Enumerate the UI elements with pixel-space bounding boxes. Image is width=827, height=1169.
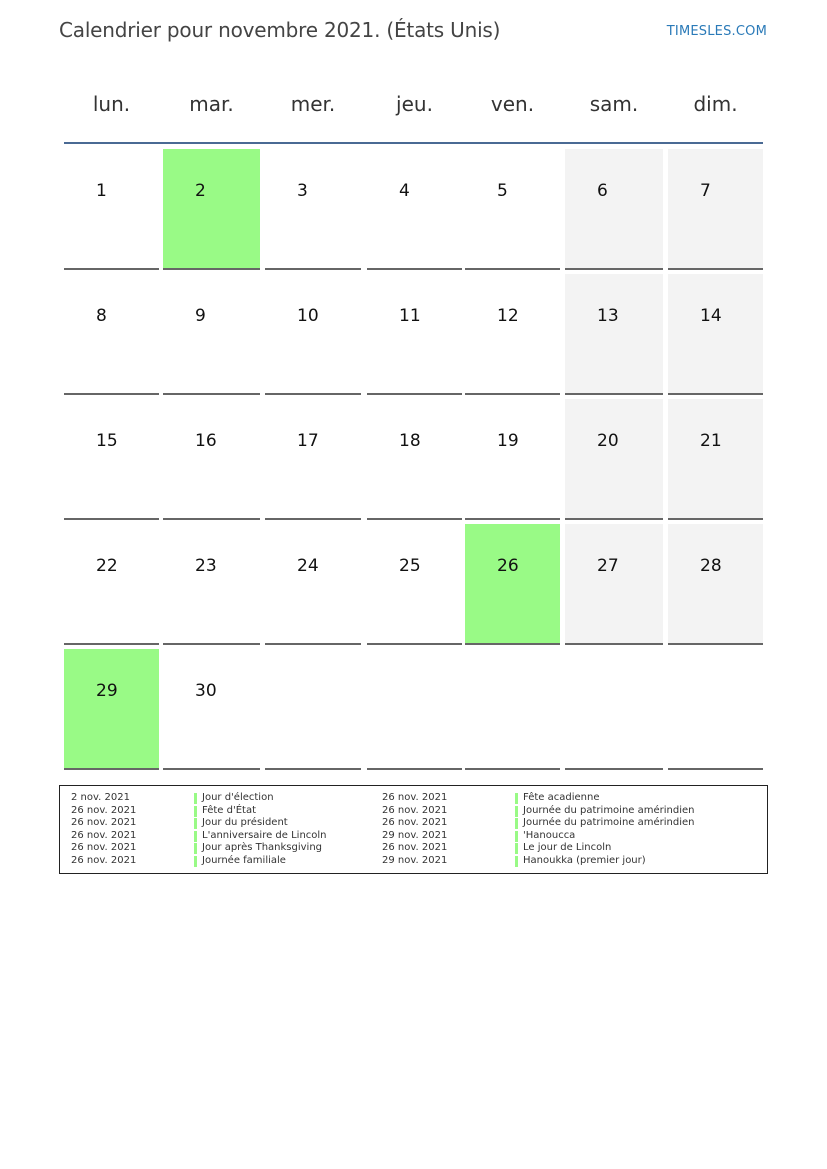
day-number: 21 <box>700 431 722 451</box>
legend-date: 26 nov. 2021 <box>382 792 448 803</box>
day-cell[interactable] <box>163 399 260 520</box>
day-number: 28 <box>700 556 722 576</box>
day-number: 15 <box>96 431 118 451</box>
cell-underline <box>668 268 763 270</box>
empty-day-cell <box>668 649 763 770</box>
day-number: 29 <box>96 681 118 701</box>
day-number: 8 <box>96 306 107 326</box>
legend-date: 2 nov. 2021 <box>71 792 130 803</box>
cell-underline <box>565 643 663 645</box>
legend-date: 26 nov. 2021 <box>71 842 137 854</box>
day-number: 1 <box>96 181 107 201</box>
day-number: 3 <box>297 181 308 201</box>
day-cell[interactable] <box>163 274 260 395</box>
legend-color-marker <box>194 843 197 854</box>
legend-date: 26 nov. 2021 <box>71 855 137 866</box>
day-number: 13 <box>597 306 619 326</box>
day-cell[interactable] <box>163 524 260 645</box>
legend-holiday-name: Journée familiale <box>202 855 286 866</box>
legend-date: 26 nov. 2021 <box>71 804 137 816</box>
weekday-label: jeu. <box>396 92 433 116</box>
day-cell[interactable] <box>367 149 462 270</box>
weekday-header <box>64 84 763 124</box>
day-number: 4 <box>399 181 410 201</box>
day-cell[interactable] <box>465 149 560 270</box>
cell-underline <box>668 518 763 520</box>
holiday-legend <box>59 785 768 874</box>
day-cell[interactable] <box>668 274 763 395</box>
weekday-label: lun. <box>92 92 131 116</box>
legend-holiday-name: Fête d'État <box>202 804 256 816</box>
cell-underline <box>265 268 361 270</box>
cell-underline <box>465 393 560 395</box>
day-number: 16 <box>195 431 217 451</box>
cell-underline <box>565 518 663 520</box>
empty-day-cell <box>265 649 361 770</box>
day-number: 12 <box>497 306 519 326</box>
cell-underline <box>163 518 260 520</box>
legend-holiday-name: Jour après Thanksgiving <box>202 842 323 854</box>
day-cell[interactable] <box>265 149 361 270</box>
day-cell[interactable] <box>565 149 663 270</box>
day-cell[interactable] <box>565 524 663 645</box>
header-divider <box>64 142 763 144</box>
legend-date: 26 nov. 2021 <box>71 817 137 829</box>
cell-underline <box>163 268 260 270</box>
holiday-day-cell[interactable] <box>64 649 159 770</box>
day-cell[interactable] <box>465 399 560 520</box>
day-cell[interactable] <box>265 524 361 645</box>
cell-underline <box>668 393 763 395</box>
legend-holiday-name: 'Hanoucca <box>523 829 576 841</box>
day-number: 10 <box>297 306 319 326</box>
day-number: 22 <box>96 556 118 576</box>
legend-holiday-name: Jour d'élection <box>202 792 274 803</box>
day-number: 30 <box>195 681 217 701</box>
day-number: 7 <box>700 181 711 201</box>
legend-date: 26 nov. 2021 <box>382 817 448 829</box>
legend-color-marker <box>194 793 197 804</box>
weekday-label: mar. <box>189 92 234 116</box>
legend-holiday-name: Jour du président <box>202 817 288 829</box>
legend-color-marker <box>194 806 197 817</box>
cell-underline <box>64 768 159 770</box>
day-number: 23 <box>195 556 217 576</box>
day-number: 24 <box>297 556 319 576</box>
cell-underline <box>465 518 560 520</box>
day-cell[interactable] <box>565 274 663 395</box>
day-cell[interactable] <box>465 274 560 395</box>
cell-underline <box>465 768 560 770</box>
day-number: 9 <box>195 306 206 326</box>
legend-holiday-name: Le jour de Lincoln <box>523 842 612 854</box>
day-cell[interactable] <box>265 274 361 395</box>
cell-underline <box>565 768 663 770</box>
cell-underline <box>64 393 159 395</box>
day-cell[interactable] <box>668 399 763 520</box>
day-number: 2 <box>195 181 206 201</box>
cell-underline <box>565 268 663 270</box>
day-number: 27 <box>597 556 619 576</box>
empty-day-cell <box>465 649 560 770</box>
cell-underline <box>367 643 462 645</box>
cell-underline <box>265 393 361 395</box>
cell-underline <box>367 518 462 520</box>
legend-holiday-name: Journée du patrimoine amérindien <box>523 804 695 816</box>
legend-color-marker <box>194 831 197 842</box>
legend-holiday-name: Hanoukka (premier jour) <box>523 855 646 866</box>
day-number: 18 <box>399 431 421 451</box>
day-number: 6 <box>597 181 608 201</box>
empty-day-cell <box>565 649 663 770</box>
holiday-day-cell[interactable] <box>465 524 560 645</box>
cell-underline <box>668 643 763 645</box>
legend-color-marker <box>194 856 197 867</box>
legend-color-marker <box>515 831 518 842</box>
cell-underline <box>668 768 763 770</box>
day-number: 25 <box>399 556 421 576</box>
day-number: 5 <box>497 181 508 201</box>
weekday-label: ven. <box>490 92 535 116</box>
legend-color-marker <box>515 818 518 829</box>
empty-day-cell <box>367 649 462 770</box>
day-cell[interactable] <box>64 274 159 395</box>
day-cell[interactable] <box>64 524 159 645</box>
weekday-label: dim. <box>693 92 738 116</box>
legend-color-marker <box>515 793 518 804</box>
legend-date: 26 nov. 2021 <box>382 842 448 854</box>
weekday-label: mer. <box>290 92 336 116</box>
day-cell[interactable] <box>367 399 462 520</box>
cell-underline <box>367 768 462 770</box>
day-cell[interactable] <box>668 149 763 270</box>
cell-underline <box>163 768 260 770</box>
day-cell[interactable] <box>64 149 159 270</box>
day-cell[interactable] <box>565 399 663 520</box>
day-number: 19 <box>497 431 519 451</box>
cell-underline <box>64 268 159 270</box>
day-number: 26 <box>497 556 519 576</box>
legend-date: 26 nov. 2021 <box>382 804 448 816</box>
weekday-label: sam. <box>589 92 639 116</box>
legend-date: 26 nov. 2021 <box>71 829 137 841</box>
day-cell[interactable] <box>367 524 462 645</box>
day-number: 14 <box>700 306 722 326</box>
legend-color-marker <box>515 856 518 867</box>
site-brand-link[interactable]: TIMESLES.COM <box>666 24 767 39</box>
cell-underline <box>265 643 361 645</box>
cell-underline <box>565 393 663 395</box>
cell-underline <box>163 643 260 645</box>
legend-color-marker <box>194 818 197 829</box>
legend-date: 29 nov. 2021 <box>382 855 448 866</box>
cell-underline <box>265 768 361 770</box>
legend-holiday-name: Journée du patrimoine amérindien <box>523 817 695 829</box>
day-number: 11 <box>399 306 421 326</box>
day-cell[interactable] <box>64 399 159 520</box>
day-cell[interactable] <box>367 274 462 395</box>
legend-holiday-name: L'anniversaire de Lincoln <box>202 829 327 841</box>
page-title: Calendrier pour novembre 2021. (États Unis) <box>59 18 501 42</box>
day-number: 20 <box>597 431 619 451</box>
cell-underline <box>367 268 462 270</box>
cell-underline <box>367 393 462 395</box>
legend-color-marker <box>515 843 518 854</box>
cell-underline <box>64 518 159 520</box>
legend-date: 29 nov. 2021 <box>382 829 448 841</box>
day-cell[interactable] <box>265 399 361 520</box>
legend-color-marker <box>515 806 518 817</box>
day-cell[interactable] <box>163 649 260 770</box>
cell-underline <box>465 643 560 645</box>
holiday-day-cell[interactable] <box>163 149 260 270</box>
day-number: 17 <box>297 431 319 451</box>
cell-underline <box>265 518 361 520</box>
cell-underline <box>465 268 560 270</box>
day-cell[interactable] <box>668 524 763 645</box>
cell-underline <box>163 393 260 395</box>
cell-underline <box>64 643 159 645</box>
legend-holiday-name: Fête acadienne <box>523 792 600 803</box>
